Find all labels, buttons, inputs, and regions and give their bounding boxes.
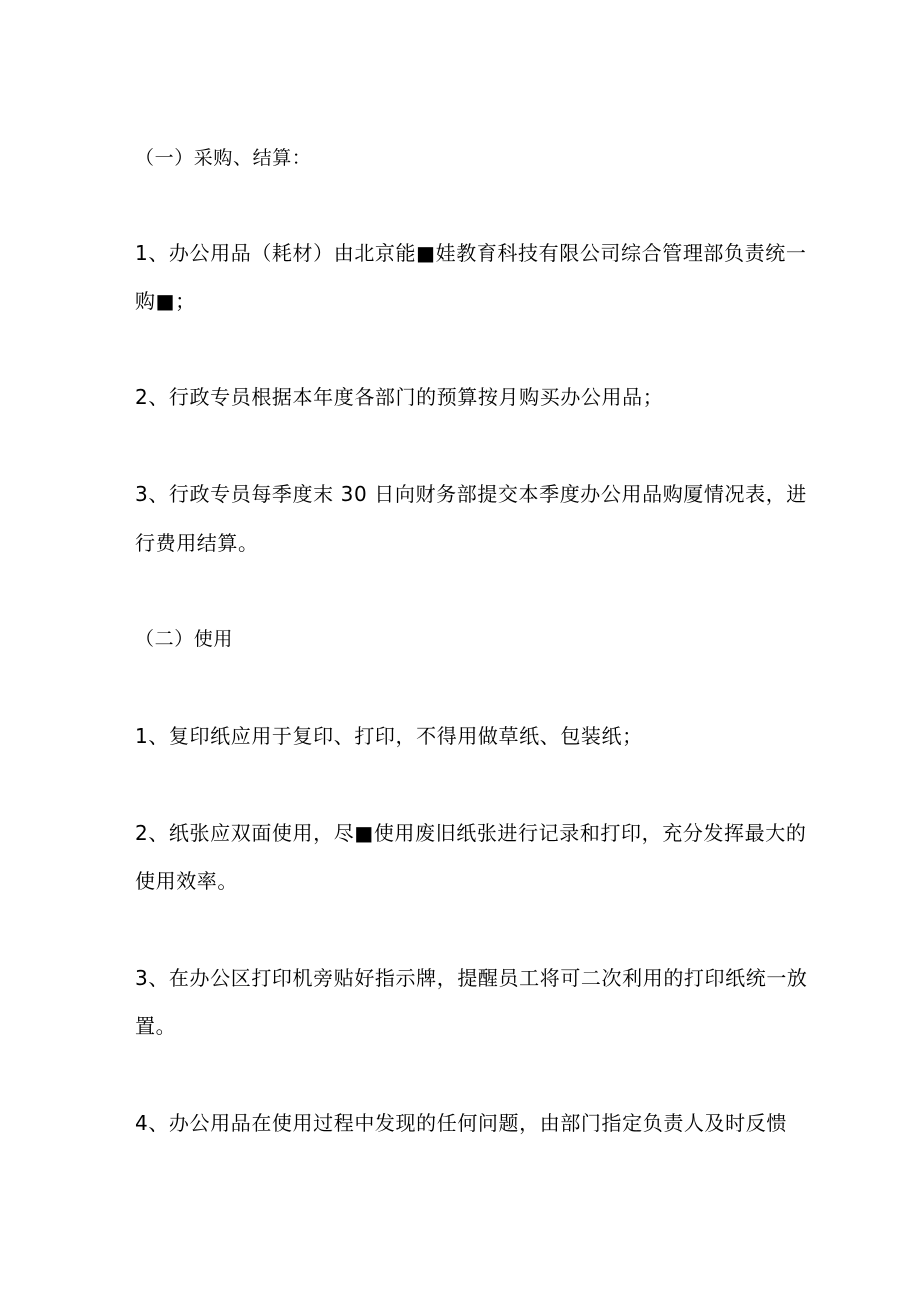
section-heading-procurement: （一）采购、结算： [135,147,312,169]
procurement-item-1-line-1: 1、办公用品（耗材）由北京能■娃教育科技有限公司综合管理部负责统一 [135,241,807,265]
section-heading-usage: （二）使用 [135,628,234,650]
usage-item-4-line-1: 4、办公用品在使用过程中发现的任何问题，由部门指定负责人及时反愦 [135,1111,787,1135]
usage-item-2-line-2: 使用效率。 [135,869,238,893]
procurement-item-2-line-1: 2、行政专员根据本年度各部门的预算按月购买办公用品； [135,385,664,409]
usage-item-2-line-1: 2、纸张应双面使用，尽■使用废旧纸张进行记录和打印，充分发挥最大的 [135,821,807,845]
procurement-item-1-line-2: 购■； [135,289,196,313]
procurement-item-3-line-2: 行费用结算。 [135,531,259,555]
procurement-item-3-line-1: 3、行政专员每季度末 30 日向财务部提交本季度办公用品购厦情况表，进 [135,482,807,506]
usage-item-3-line-2: 置。 [135,1014,177,1038]
usage-item-3-line-1: 3、在办公区打印机旁贴好指示牌，提醒员工将可二次利用的打印纸统一放 [135,966,808,990]
usage-item-1-line-1: 1、复印纸应用于复印、打印，不得用做草纸、包装纸； [135,724,643,748]
